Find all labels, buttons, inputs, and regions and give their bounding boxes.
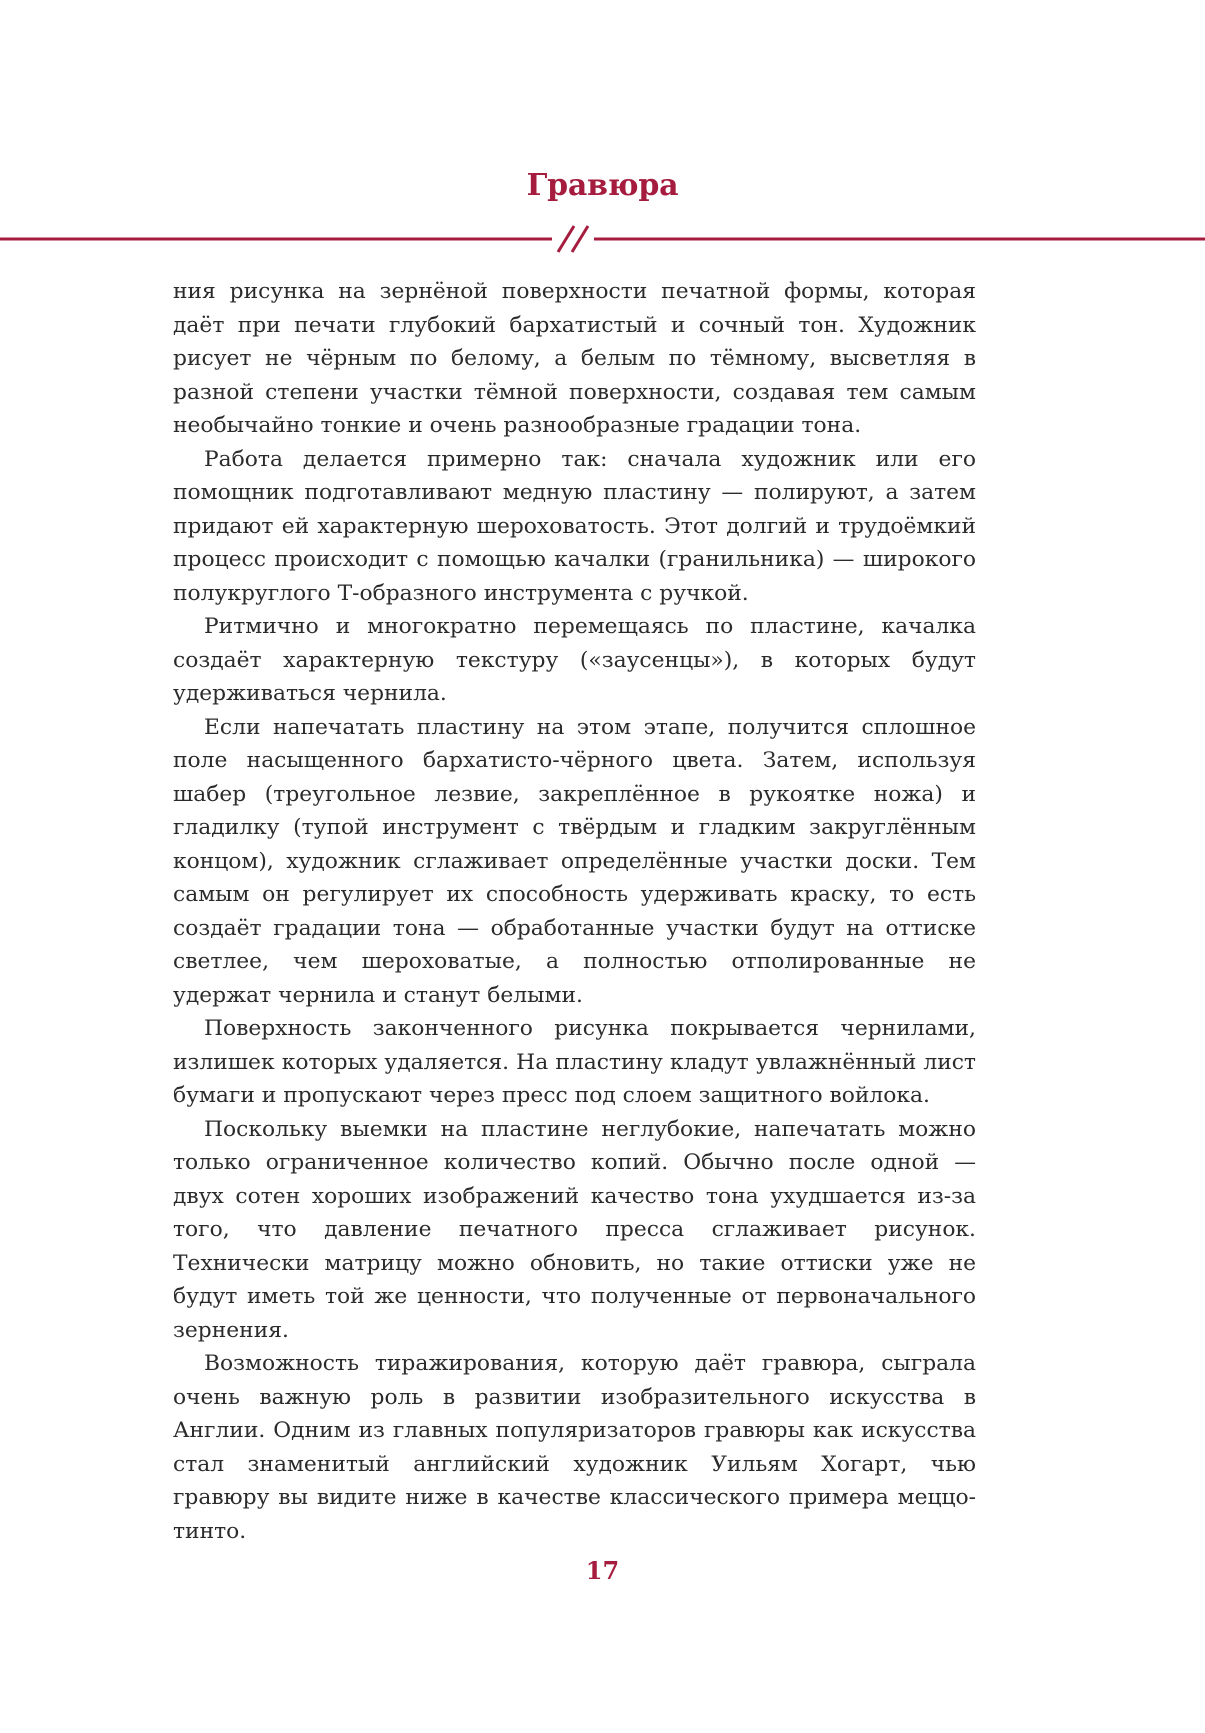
paragraph-5: Поверхность законченного рисунка покрывается чернилами, излишек которых удаляется. На пластину кладут увлажнённый лист бумаги и пропускают через пресс под слоем защитного войлока. bbox=[173, 1016, 976, 1108]
divider-slash-1 bbox=[558, 226, 574, 252]
page-number: 17 bbox=[585, 1556, 620, 1585]
running-head-title: Гравюра bbox=[526, 168, 679, 203]
divider-slash-2 bbox=[572, 226, 588, 252]
paragraph-7: Возможность тиражирования, которую даёт гравюра, сыграла очень важную роль в развитии изобразительного искусства в Англии. Одним из главных популяризаторов гравюры как искусства стал знаменитый английский художник Уильям Хогарт, чью гравюру вы видите ниже в качестве классического примера меццо-тинто. bbox=[173, 1351, 976, 1544]
header-divider bbox=[0, 222, 1205, 256]
paragraph-6: Поскольку выемки на пластине неглубокие, напечатать можно только ограниченное количество копий. Обычно после одной — двух сотен хороших изображений качество тона ухудшается из-за того, что давление печатного пресса сглаживает рисунок. Технически матрицу можно обновить, но такие оттиски уже не будут иметь той же ценности, что полученные от первоначального зернения. bbox=[173, 1116, 976, 1343]
paragraph-3: Ритмично и многократно перемещаясь по пластине, качалка создаёт характерную текстуру («заусенцы»), в которых будут удерживаться чернила. bbox=[173, 614, 976, 706]
paragraph-1: ния рисунка на зернёной поверхности печатной формы, которая даёт при печати глубокий бархатистый и сочный тон. Художник рисует не чёрным по белому, а белым по тёмному, высветляя в разной степени участки тёмной поверхности, создавая тем самым необычайно тонкие и очень разнообразные градации тона. bbox=[173, 279, 976, 438]
paragraph-4: Если напечатать пластину на этом этапе, получится сплошное поле насыщенного бархатисто-чёрного цвета. Затем, используя шабер (треугольное лезвие, закреплённое в рукоятке ножа) и гладилку (тупой инструмент с твёрдым и гладким закруглённым концом), художник сглаживает определённые участки доски. Тем самым он регулирует их способность удерживать краску, то есть создаёт градации тона — обработанные участки будут на оттиске светлее, чем шероховатые, а полностью отполированные не удержат чернила и станут белыми. bbox=[173, 714, 976, 1008]
paragraph-2: Работа делается примерно так: сначала художник или его помощник подготавливают медную пластину — полируют, а затем придают ей характерную шероховатость. Этот долгий и трудоёмкий процесс происходит с помощью качалки (гранильника) — широкого полукруглого Т-образного инструмента с ручкой. bbox=[173, 446, 976, 606]
body-text bbox=[173, 275, 976, 1548]
